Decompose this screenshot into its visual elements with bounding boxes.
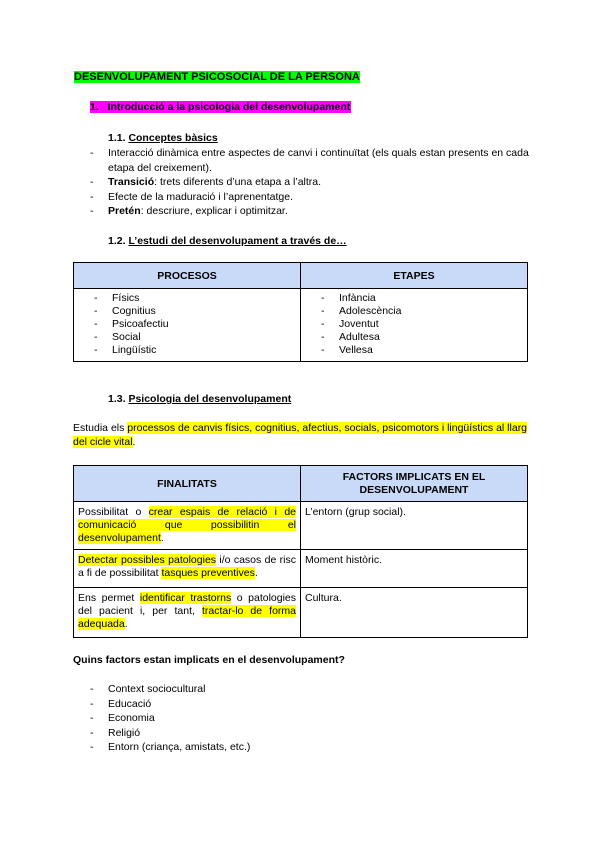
list-item: - Lingüístic [94, 344, 300, 357]
factors-question: Quins factors estan implicats en el desenvolupament? [73, 654, 345, 666]
column-header: PROCESOS [74, 263, 301, 289]
list-item: - Social [94, 331, 300, 344]
concepts-list [90, 146, 530, 219]
procesos-etapes-table [73, 262, 528, 362]
factor-cell: Moment històric. [301, 550, 528, 588]
list-item: - Pretén: descriure, explicar i optimitzar. [90, 204, 530, 219]
column-header: FACTORS IMPLICATS EN EL DESENVOLUPAMENT [301, 466, 528, 502]
list-item: - Adolescència [321, 305, 527, 318]
etapes-cell [301, 289, 528, 362]
column-header: ETAPES [301, 263, 528, 289]
list-item: - Context sociocultural [90, 682, 390, 697]
finalitat-cell: Detectar possibles patologies i/o casos de risc a fi de possibilitat tasques preventives. [74, 550, 301, 588]
subsection-1-2-heading: 1.2. L’estudi del desenvolupament a través de… [108, 235, 347, 247]
factor-cell: Cultura. [301, 588, 528, 638]
list-item: - Interacció dinàmica entre aspectes de canvi i continuïtat (els quals estan presents en cada etapa del creixement). [90, 146, 530, 175]
list-item: - Entorn (criança, amistats, etc.) [90, 740, 390, 755]
factors-list [90, 682, 390, 755]
psychology-intro: Estudia els processos de canvis físics, cognitius, afectius, socials, psicomotors i lingüístics al llarg del cicle vital. [73, 422, 528, 448]
list-item: - Transició: trets diferents d’una etapa a l’altra. [90, 175, 530, 190]
list-item: - Economia [90, 711, 390, 726]
list-item: - Físics [94, 292, 300, 305]
list-item: - Adultesa [321, 331, 527, 344]
factor-cell: L’entorn (grup social). [301, 502, 528, 550]
finalitats-table [73, 465, 528, 638]
list-item: - Religió [90, 726, 390, 741]
subsection-1-1-heading: 1.1. Conceptes bàsics [108, 132, 218, 144]
list-item: - Vellesa [321, 344, 527, 357]
list-item: - Infància [321, 292, 527, 305]
subsection-1-3-heading: 1.3. Psicologia del desenvolupament [108, 393, 292, 405]
list-item: - Joventut [321, 318, 527, 331]
procesos-cell [74, 289, 301, 362]
section-1-number: 1. [90, 101, 99, 113]
finalitat-cell: Possibilitat o crear espais de relació i de comunicació que possibilitin el desenvolupament. [74, 502, 301, 550]
list-item: - Psicoafectiu [94, 318, 300, 331]
section-1-label: Introducció a la psicologia del desenvolupament [107, 101, 351, 113]
column-header: FINALITATS [74, 466, 301, 502]
list-item: - Educació [90, 697, 390, 712]
list-item: - Efecte de la maduració i l’aprenentatge. [90, 190, 530, 205]
finalitat-cell: Ens permet identificar trastorns o patologies del pacient i, per tant, tractar-lo de forma adequada. [74, 588, 301, 638]
document-title: DESENVOLUPAMENT PSICOSOCIAL DE LA PERSONA [74, 71, 360, 83]
section-1-heading [90, 101, 351, 113]
list-item: - Cognitius [94, 305, 300, 318]
